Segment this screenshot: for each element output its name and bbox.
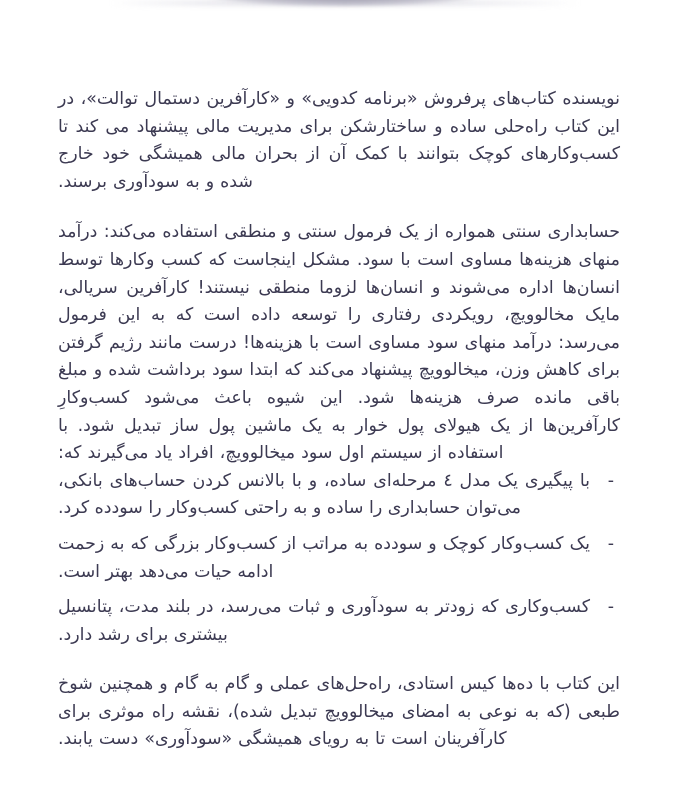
conclusion-paragraph: این کتاب با ده‌ها کیس استادی، راه‌حل‌های عملی و گام به گام و همچنین شوخ طبعی (که به نوعی به امضای میخالوویچ تبدیل شده)، نقشه راه موثری برای کارآفرینان است تا به رویای همیشگی «سودآوری» دست یابند.: [58, 674, 620, 750]
body-paragraph: حسابداری سنتی همواره از یک فرمول سنتی و منطقی استفاده می‌کند: درآمد منهای هزینه‌ها مساوی است با سود. مشکل اینجاست که کسب وکارها توسط انسان‌ها اداره می‌شوند و انسان‌ها لزوما منطقی نیستند! کارآفرین سریالی، مایک مخالوویچ، رویکردی رفتاری را توسعه داده است که به این فرمول می‌رسد: درآمد منهای سود مساوی است با هزینه‌ها! درست مانند رژیم گرفتن برای کاهش وزن، میخالوویچ پیشنهاد می‌کند که ابتدا سود برداشت شده و مبلغ باقی مانده صرف هزینه‌ها شود. این شیوه باعث می‌شود کسب‌وکارِ کارآفرین‌ها از یک هیولای پول خوار به یک ماشین پول ساز تبدیل شود. با استفاده از سیستم اول سود میخالوویچ، افراد یاد می‌گیرند که:: [58, 222, 620, 464]
list-item: - با پیگیری یک مدل ٤ مرحله‌ای ساده، و با بالانس کردن حساب‌های بانکی، می‌توان حسابداری را ساده و به راحتی کسب‌وکار را سودده کرد.: [58, 468, 620, 523]
list-item: - کسب‌وکاری که زودتر به سودآوری و ثبات می‌رسد، در بلند مدت، پتانسیل بیشتری برای رشد دارد.: [58, 594, 620, 649]
key-takeaways-list: [58, 468, 620, 650]
list-item: - یک کسب‌وکار کوچک و سودده به مراتب از کسب‌وکار بزرگی که به زحمت ادامه حیات می‌دهد بهتر است.: [58, 531, 620, 586]
intro-paragraph: نویسنده کتاب‌های پرفروش «برنامه کدویی» و «کارآفرین دستمال توالت»، در این کتاب راه‌حلی ساده و ساختارشکن برای مدیریت مالی پیشنهاد می کند تا کسب‌وکارهای کوچک بتوانند با کمک آن از بحران مالی همیشگی خود خارج شده و به سودآوری برسند.: [58, 89, 620, 192]
